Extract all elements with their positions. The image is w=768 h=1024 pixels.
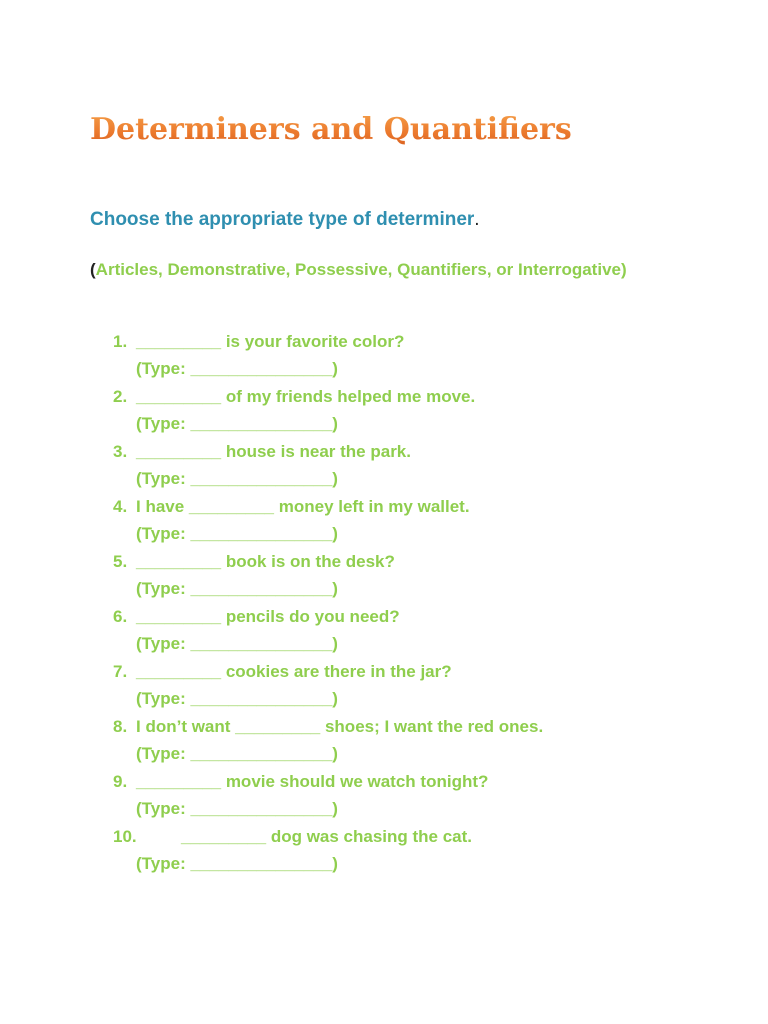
question-item bbox=[113, 658, 452, 713]
question-item bbox=[113, 328, 405, 383]
question-text: _________ house is near the park. bbox=[136, 442, 411, 461]
question-item bbox=[113, 823, 473, 878]
type-answer-line: (Type: _______________) bbox=[136, 579, 338, 598]
question-text: _________ cookies are there in the jar? bbox=[136, 662, 452, 681]
question-number: 4. bbox=[113, 497, 128, 516]
question-number: 5. bbox=[113, 552, 128, 571]
question-text: _________ of my friends helped me move. bbox=[136, 387, 476, 406]
question-number: 10. bbox=[113, 827, 137, 846]
page-title: Determiners and Quantifiers bbox=[90, 108, 572, 152]
question-text: _________ dog was chasing the cat. bbox=[181, 827, 473, 846]
question-text: _________ pencils do you need? bbox=[136, 607, 400, 626]
question-text: _________ movie should we watch tonight? bbox=[136, 772, 489, 791]
question-item bbox=[113, 493, 470, 548]
type-answer-line: (Type: _______________) bbox=[136, 799, 338, 818]
instruction-period: . bbox=[474, 209, 480, 230]
type-answer-line: (Type: _______________) bbox=[136, 469, 338, 488]
question-number: 6. bbox=[113, 607, 128, 626]
question-number: 3. bbox=[113, 442, 128, 461]
instruction-text: Choose the appropriate type of determiner bbox=[90, 209, 475, 230]
question-number: 2. bbox=[113, 387, 128, 406]
question-item bbox=[113, 768, 489, 823]
question-number: 7. bbox=[113, 662, 128, 681]
question-item bbox=[113, 713, 544, 768]
type-answer-line: (Type: _______________) bbox=[136, 524, 338, 543]
options-open-paren: ( bbox=[90, 260, 96, 279]
question-item bbox=[113, 383, 476, 438]
question-number: 8. bbox=[113, 717, 128, 736]
type-answer-line: (Type: _______________) bbox=[136, 744, 338, 763]
question-text: I don’t want _________ shoes; I want the red ones. bbox=[136, 717, 544, 736]
question-number: 1. bbox=[113, 332, 128, 351]
question-item bbox=[113, 548, 395, 603]
question-list bbox=[113, 328, 544, 878]
question-text: _________ book is on the desk? bbox=[136, 552, 395, 571]
instruction-heading bbox=[90, 206, 480, 234]
type-answer-line: (Type: _______________) bbox=[136, 854, 338, 873]
question-item bbox=[113, 438, 411, 493]
question-text: _________ is your favorite color? bbox=[136, 332, 405, 351]
question-number: 9. bbox=[113, 772, 128, 791]
determiner-type-options bbox=[90, 256, 650, 283]
type-answer-line: (Type: _______________) bbox=[136, 634, 338, 653]
question-text: I have _________ money left in my wallet. bbox=[136, 497, 470, 516]
question-item bbox=[113, 603, 400, 658]
type-answer-line: (Type: _______________) bbox=[136, 414, 338, 433]
type-answer-line: (Type: _______________) bbox=[136, 689, 338, 708]
options-text: Articles, Demonstrative, Possessive, Quantifiers, or Interrogative) bbox=[95, 260, 627, 279]
type-answer-line: (Type: _______________) bbox=[136, 359, 338, 378]
